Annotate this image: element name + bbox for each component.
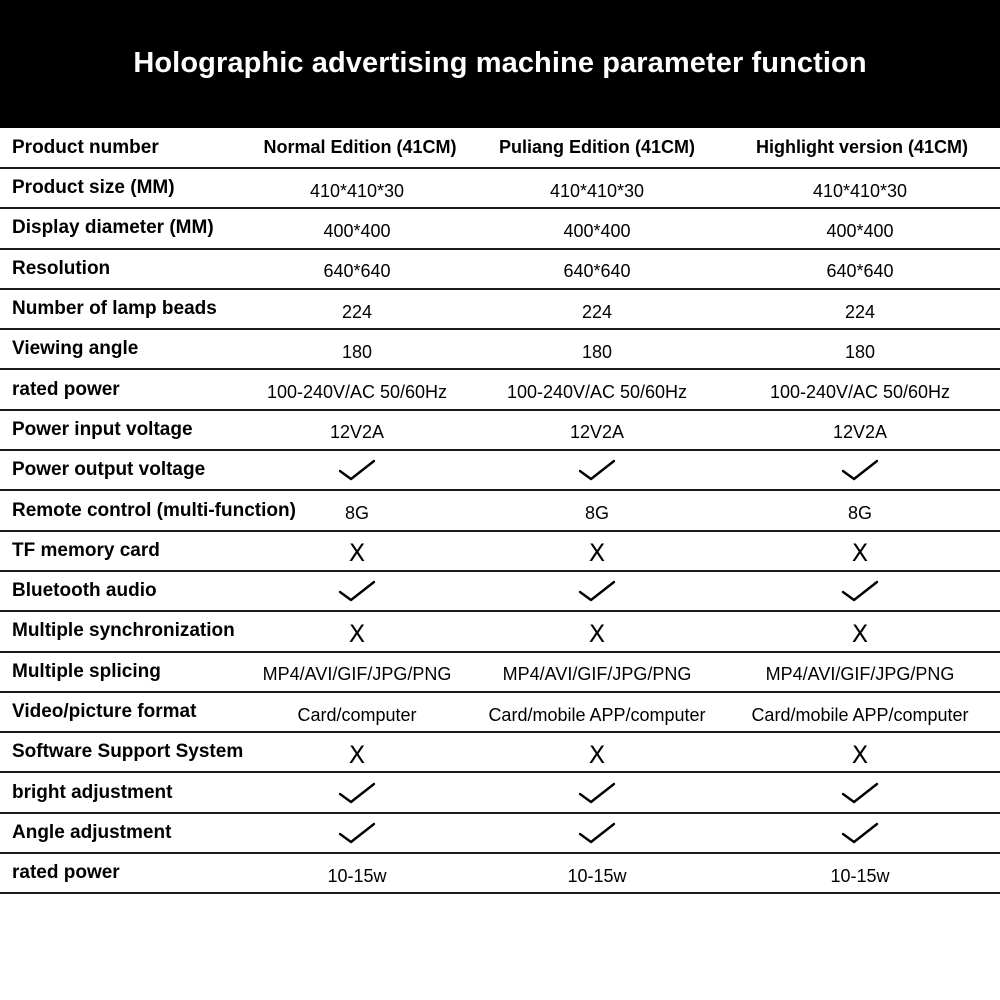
cross-mark-cell <box>474 538 720 568</box>
column-header-highlight-version: Highlight version (41CM) <box>755 137 968 157</box>
spec-value <box>720 379 1000 403</box>
check-mark-icon <box>338 781 376 801</box>
spec-value-text: 12V2A <box>569 422 625 443</box>
spec-value <box>240 863 474 884</box>
spec-value <box>474 379 720 403</box>
cross-mark-icon: X <box>588 619 606 648</box>
spec-value <box>720 702 1000 723</box>
check-mark-icon <box>578 822 616 842</box>
spec-value <box>474 218 720 239</box>
row-label: Angle adjustment <box>12 821 172 843</box>
cross-mark-icon: X <box>348 740 366 769</box>
row-label: rated power <box>12 378 120 400</box>
cross-mark-cell <box>240 740 474 769</box>
spec-value <box>240 299 474 320</box>
table-row <box>0 532 1000 572</box>
spec-value <box>720 218 1000 239</box>
spec-value <box>720 863 1000 884</box>
spec-value <box>474 419 720 443</box>
table-row <box>0 814 1000 854</box>
spec-value-text: 410*410*30 <box>309 180 405 201</box>
parameter-table <box>0 128 1000 894</box>
spec-value <box>240 419 474 443</box>
check-mark-icon <box>578 781 616 801</box>
spec-value-text: 8G <box>847 503 872 524</box>
spec-value <box>474 258 720 282</box>
spec-value <box>240 702 474 723</box>
check-mark-icon <box>240 820 474 846</box>
table-row <box>0 653 1000 693</box>
spec-value <box>474 863 720 884</box>
table-row <box>0 330 1000 370</box>
title-banner <box>0 0 1000 128</box>
row-label: Product size (MM) <box>12 177 175 199</box>
table-row <box>0 370 1000 410</box>
table-row <box>0 290 1000 330</box>
row-label: Software Support System <box>12 741 244 763</box>
spec-value-text: 10-15w <box>567 865 627 886</box>
row-label: Resolution <box>12 257 111 279</box>
check-mark-icon <box>474 457 720 483</box>
check-mark-icon <box>720 457 1000 483</box>
spec-value <box>720 299 1000 320</box>
spec-value <box>474 299 720 320</box>
spec-value <box>240 178 474 199</box>
spec-value-text: Card/computer <box>297 704 417 725</box>
spec-value-text: 400*400 <box>323 220 391 241</box>
spec-value-text: 224 <box>844 301 876 322</box>
spec-value <box>240 661 474 685</box>
spec-value <box>240 500 474 524</box>
cross-mark-icon: X <box>348 619 366 648</box>
spec-value <box>474 178 720 199</box>
spec-value-text: 100-240V/AC 50/60Hz <box>506 382 688 403</box>
spec-value <box>240 339 474 360</box>
check-mark-icon <box>720 780 1000 806</box>
spec-value-text: Card/mobile APP/computer <box>751 704 969 725</box>
cross-mark-cell <box>474 619 720 648</box>
row-label: Power input voltage <box>12 418 193 440</box>
check-mark-icon <box>720 578 1000 604</box>
spec-value-text: MP4/AVI/GIF/JPG/PNG <box>502 664 692 685</box>
spec-value-text: 12V2A <box>329 422 385 443</box>
check-mark-icon <box>338 822 376 842</box>
spec-value-text: 640*640 <box>563 261 631 282</box>
spec-value <box>240 258 474 282</box>
table-row <box>0 169 1000 209</box>
row-label: Video/picture format <box>12 701 197 722</box>
spec-value <box>240 218 474 239</box>
spec-value-text: 100-240V/AC 50/60Hz <box>769 382 951 403</box>
spec-value <box>474 702 720 723</box>
spec-value-text: MP4/AVI/GIF/JPG/PNG <box>765 664 955 685</box>
spec-value-text: 100-240V/AC 50/60Hz <box>266 382 448 403</box>
cross-mark-icon: X <box>348 539 366 568</box>
row-label: Remote control (multi-function) <box>12 499 296 521</box>
spec-value-text: MP4/AVI/GIF/JPG/PNG <box>262 664 452 685</box>
table-row <box>0 491 1000 531</box>
spec-value-text: 400*400 <box>826 220 894 241</box>
table-row <box>0 733 1000 773</box>
check-mark-icon <box>240 578 474 604</box>
spec-value <box>720 339 1000 360</box>
table-row <box>0 693 1000 733</box>
table-header-row <box>0 128 1000 169</box>
spec-value-text: 410*410*30 <box>549 180 645 201</box>
check-mark-icon <box>841 459 879 479</box>
cross-mark-icon: X <box>851 740 869 769</box>
check-mark-icon <box>240 457 474 483</box>
spec-value-text: 224 <box>341 301 373 322</box>
table-row <box>0 250 1000 290</box>
check-mark-icon <box>720 820 1000 846</box>
cross-mark-icon: X <box>851 539 869 568</box>
check-mark-icon <box>474 780 720 806</box>
spec-value <box>720 661 1000 685</box>
row-label: TF memory card <box>12 539 160 561</box>
cross-mark-cell <box>240 538 474 568</box>
table-row <box>0 209 1000 249</box>
row-label: Power output voltage <box>12 459 206 481</box>
spec-value <box>720 178 1000 199</box>
spec-value <box>720 258 1000 282</box>
row-label: bright adjustment <box>12 781 173 803</box>
table-row <box>0 612 1000 652</box>
column-header-puliang-edition: Puliang Edition (41CM) <box>499 137 695 157</box>
row-label: Multiple splicing <box>12 660 161 682</box>
check-mark-icon <box>841 580 879 600</box>
cross-mark-cell <box>720 740 1000 769</box>
table-row <box>0 451 1000 491</box>
check-mark-icon <box>240 780 474 806</box>
spec-value-text: 224 <box>581 301 613 322</box>
check-mark-icon <box>474 578 720 604</box>
table-row <box>0 572 1000 612</box>
row-label: rated power <box>12 862 120 884</box>
check-mark-icon <box>841 822 879 842</box>
table-row <box>0 773 1000 813</box>
spec-value <box>720 419 1000 443</box>
spec-value-text: 8G <box>584 503 609 524</box>
spec-value <box>474 661 720 685</box>
cross-mark-cell <box>720 619 1000 648</box>
spec-value-text: 640*640 <box>826 261 894 282</box>
spec-value-text: 10-15w <box>327 865 387 886</box>
check-mark-icon <box>338 580 376 600</box>
table-row <box>0 854 1000 894</box>
check-mark-icon <box>841 781 879 801</box>
spec-value <box>474 500 720 524</box>
row-label: Number of lamp beads <box>12 298 217 320</box>
row-label: Viewing angle <box>12 338 139 360</box>
spec-value-text: 180 <box>844 341 876 362</box>
spec-value <box>240 379 474 403</box>
check-mark-icon <box>474 820 720 846</box>
spec-value-text: 400*400 <box>563 220 631 241</box>
check-mark-icon <box>338 459 376 479</box>
column-header-normal-edition: Normal Edition (41CM) <box>263 137 457 157</box>
table-body <box>0 169 1000 894</box>
row-label: Bluetooth audio <box>12 580 157 602</box>
cross-mark-icon: X <box>851 619 869 648</box>
spec-value-text: 180 <box>581 341 613 362</box>
spec-value-text: 640*640 <box>323 261 391 282</box>
page-title: Holographic advertising machine parameter function <box>133 46 867 79</box>
spec-value <box>474 339 720 360</box>
row-label: Multiple synchronization <box>12 620 235 642</box>
cross-mark-cell <box>240 619 474 648</box>
cross-mark-icon: X <box>588 740 606 769</box>
spec-value <box>720 500 1000 524</box>
spec-value-text: 8G <box>344 503 369 524</box>
cross-mark-cell <box>474 740 720 769</box>
spec-value-text: 12V2A <box>832 422 888 443</box>
spec-value-text: 10-15w <box>830 865 890 886</box>
table-row <box>0 411 1000 451</box>
cross-mark-icon: X <box>588 539 606 568</box>
column-header-product-number: Product number <box>12 136 159 158</box>
spec-value-text: 410*410*30 <box>812 180 908 201</box>
check-mark-icon <box>578 580 616 600</box>
spec-value-text: 180 <box>341 341 373 362</box>
row-label: Display diameter (MM) <box>12 217 214 239</box>
check-mark-icon <box>578 459 616 479</box>
spec-value-text: Card/mobile APP/computer <box>488 704 706 725</box>
cross-mark-cell <box>720 538 1000 568</box>
